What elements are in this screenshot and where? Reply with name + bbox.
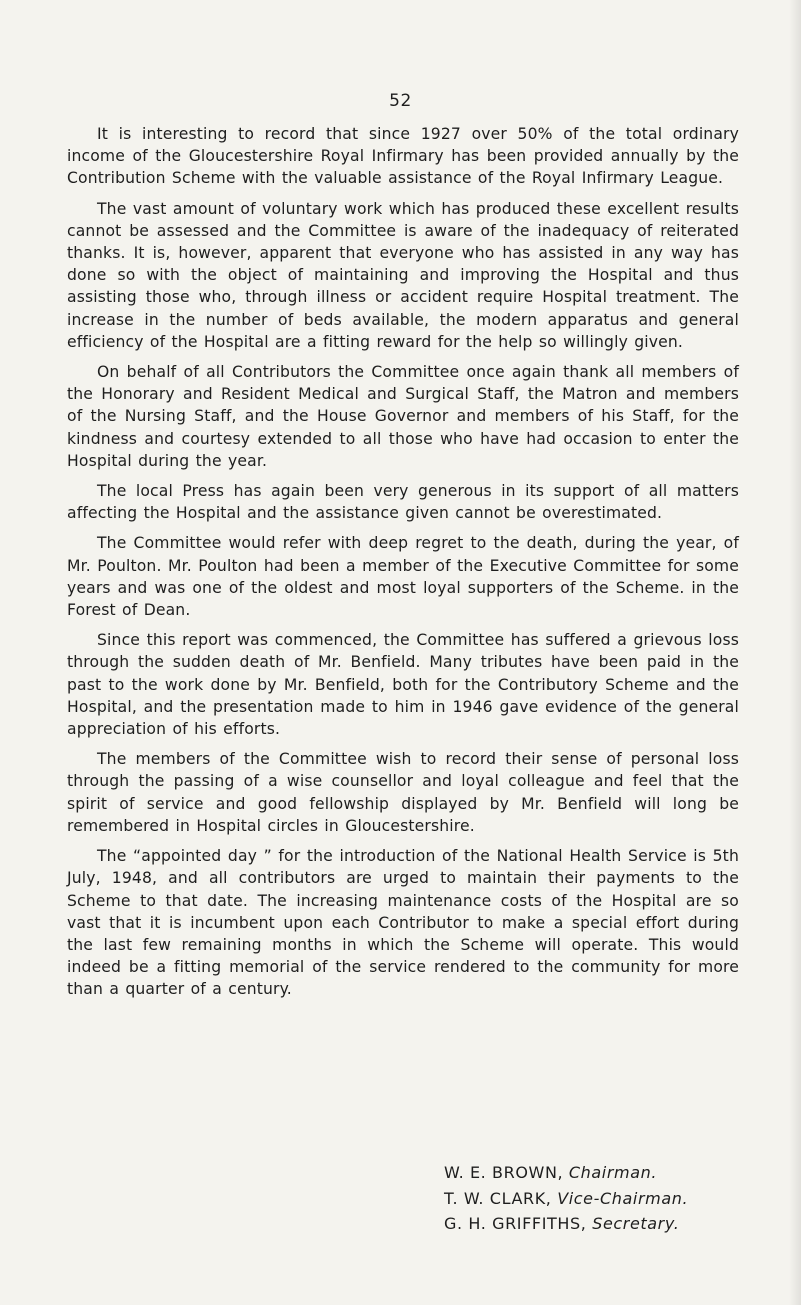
paragraph-voluntary-work: The vast amount of voluntary work which has produced these excellent results cannot be assessed and the Committee is aware of the inadequacy of reiterated thanks. It is, however, apparent that everyone who has assisted in any way has done so with the object of maintaining and improving the Hospital and thus assisting those who, through illness or accident require Hospital treatment. The increase in the number of beds available, the modern apparatus and general efficiency of the Hospital are a fitting reward for the help so willingly given. bbox=[67, 199, 739, 351]
paragraph-appointed-day: The “appointed day ” for the introduction of the National Health Service is 5th July, 1948, and all contributors are urged to maintain their payments to the Scheme to that date. The increasing maintenance costs of the Hospital are so vast that it is incumbent upon each Contributor to make a special effort during the last few remaining months in which the Scheme will operate. This would indeed be a fitting memorial of the service rendered to the community for more than a quarter of a century. bbox=[67, 847, 739, 999]
signatory-name: G. H. GRIFFITHS, bbox=[444, 1214, 587, 1233]
paragraph-committee-loss: The members of the Committee wish to record their sense of personal loss through the passing of a wise counsellor and loyal colleague and feel that the spirit of service and good fellowship displayed by Mr. Benfield will long be remembered in Hospital circles in Gloucestershire. bbox=[67, 750, 739, 835]
paragraph-thanks-staff: On behalf of all Contributors the Committee once again thank all members of the Honorary and Resident Medical and Surgical Staff, the Matron and members of the Nursing Staff, and the House Governor and members of his Staff, for the kindness and courtesy extended to all those who have had occasion to enter the Hospital during the year. bbox=[67, 363, 739, 470]
signatory-secretary bbox=[444, 1211, 784, 1237]
report-body bbox=[67, 123, 739, 1009]
paragraph-local-press: The local Press has again been very generous in its support of all matters affecting the Hospital and the assistance given cannot be overestimated. bbox=[67, 482, 739, 523]
page-number: 52 bbox=[389, 91, 412, 111]
signatory-chairman bbox=[444, 1160, 784, 1186]
signatory-role: Vice-Chairman. bbox=[557, 1188, 689, 1208]
paragraph-mr-poulton: The Committee would refer with deep regret to the death, during the year, of Mr. Poulton. Mr. Poulton had been a member of the Executive Committee for some years and was one of the oldest and most loyal supporters of the Scheme. in the Forest of Dean. bbox=[67, 534, 739, 620]
signatory-role: Chairman. bbox=[568, 1163, 658, 1182]
paragraph-contribution-income: It is interesting to record that since 1927 over 50% of the total ordinary income of the Gloucestershire Royal Infirmary has been provided annually by the Contribution Scheme with the valuable assistance of the Royal Infirmary League. bbox=[67, 125, 739, 188]
signatory-name: T. W. CLARK, bbox=[444, 1188, 552, 1208]
signatory-vice-chairman bbox=[444, 1186, 784, 1212]
signature-block bbox=[444, 1160, 784, 1237]
paragraph-mr-benfield-death: Since this report was commenced, the Committee has suffered a grievous loss through the sudden death of Mr. Benfield. Many tributes have been paid in the past to the work done by Mr. Benfield, both for the Contributory Scheme and the Hospital, and the presentation made to him in 1946 gave evidence of the general appreciation of his efforts. bbox=[67, 631, 739, 739]
signatory-role: Secretary. bbox=[592, 1214, 680, 1233]
page-edge-shadow bbox=[789, 0, 801, 1305]
signatory-name: W. E. BROWN, bbox=[444, 1163, 564, 1182]
